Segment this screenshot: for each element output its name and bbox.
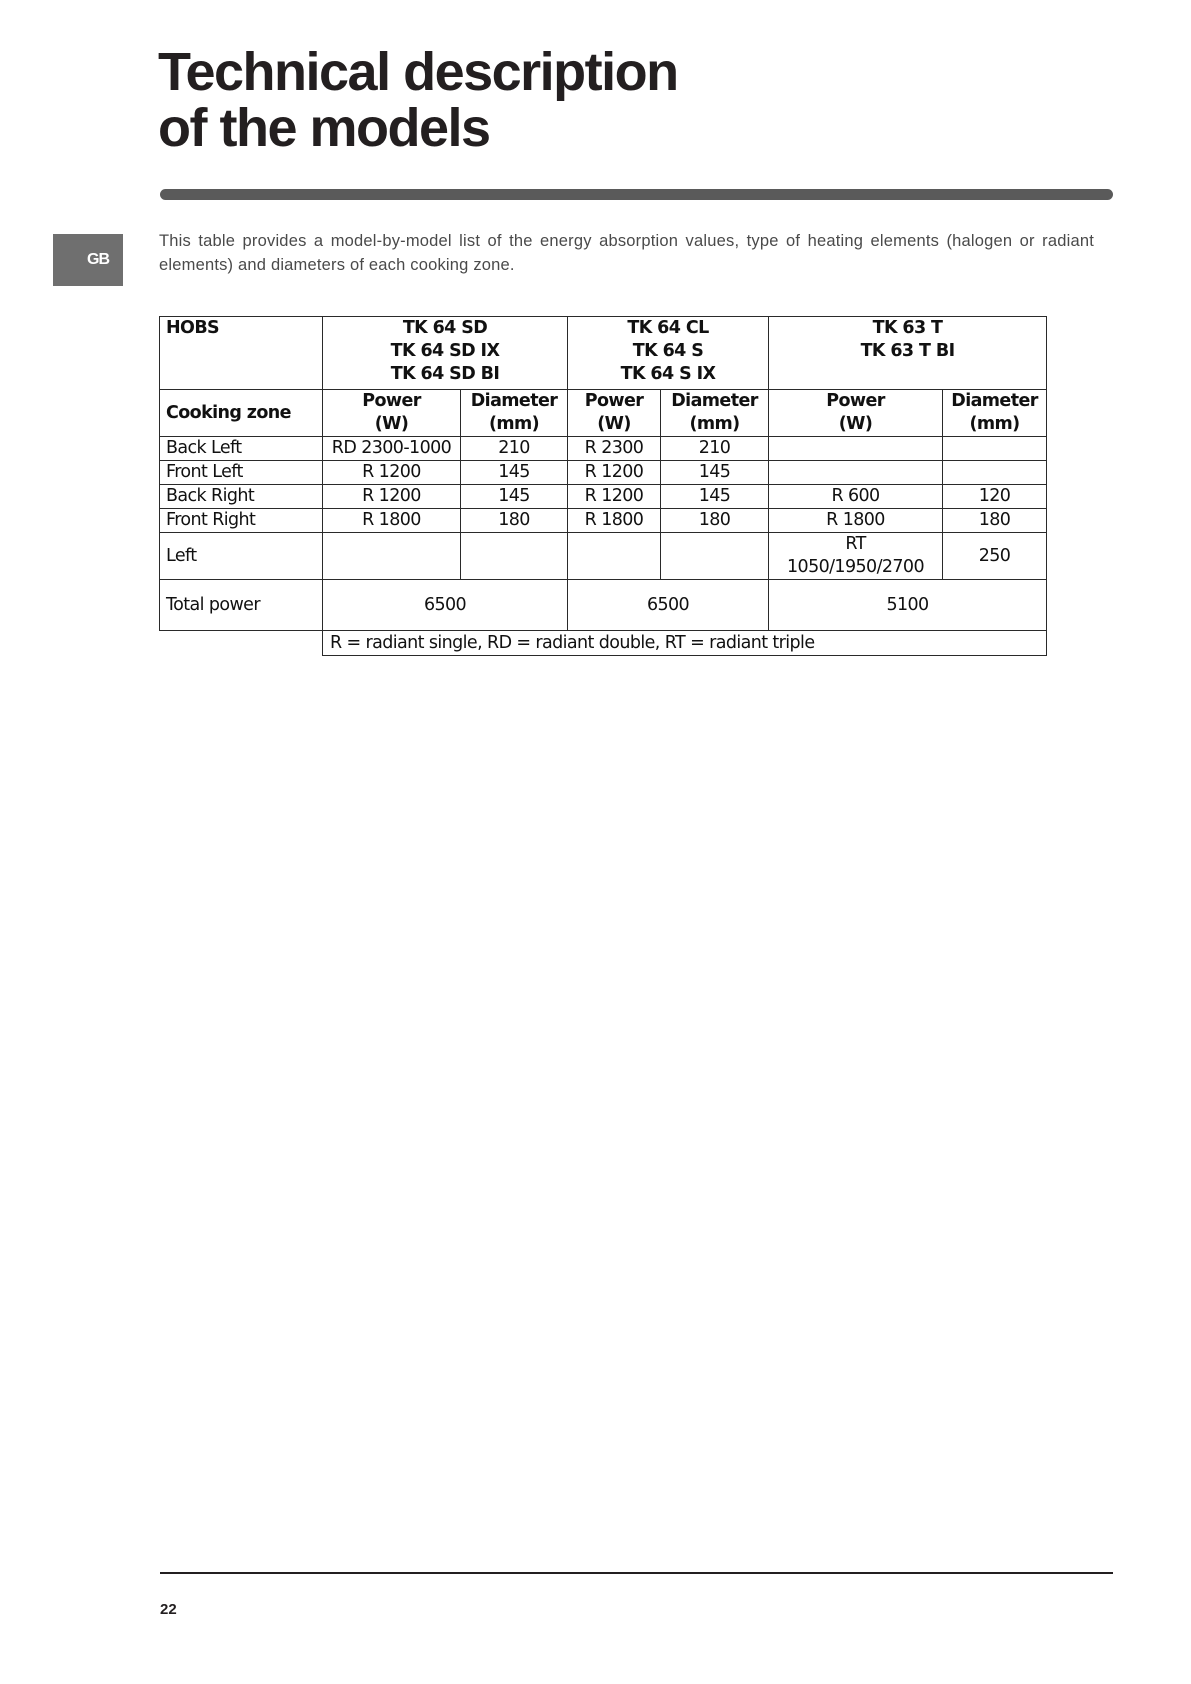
- power-header-label: Power: [826, 391, 885, 411]
- power-header-unit: (W): [597, 414, 631, 434]
- specs-table-container: [159, 316, 1046, 656]
- power-header-label: Power: [362, 391, 421, 411]
- model-group-3: [769, 317, 1047, 390]
- model-name: TK 64 SD IX: [390, 341, 500, 361]
- page-title-line-2: of the models: [158, 98, 490, 158]
- rt-values: 1050/1950/2700: [787, 557, 925, 577]
- table-cell: 180: [461, 509, 568, 533]
- diameter-header-unit: (mm): [488, 414, 540, 434]
- language-tab: GB: [53, 234, 123, 286]
- model-name: TK 64 CL: [627, 318, 709, 338]
- diameter-header-label: Diameter: [470, 391, 558, 411]
- model-group-1: [323, 317, 568, 390]
- intro-paragraph: This table provides a model-by-model list of the energy absorption values, type of heating elements (halogen or radiant elements) and diameters of each cooking zone.: [159, 232, 1094, 274]
- page-title: [158, 44, 678, 156]
- total-power-value: 6500: [568, 580, 769, 631]
- table-cell: [769, 437, 943, 461]
- model-name: TK 64 S: [632, 341, 704, 361]
- legend-spacer: [160, 631, 323, 656]
- table-cell: 180: [943, 509, 1047, 533]
- table-cell: R 1200: [568, 461, 661, 485]
- table-cell: R 1200: [323, 461, 461, 485]
- diameter-header-label: Diameter: [671, 391, 758, 411]
- table-cell: [323, 533, 461, 580]
- table-cell: 145: [661, 461, 769, 485]
- table-cell: RD 2300-1000: [323, 437, 461, 461]
- total-power-label: Total power: [160, 580, 323, 631]
- zone-name: Front Left: [160, 461, 323, 485]
- table-row-front-right: [160, 509, 1047, 533]
- power-header: [769, 390, 943, 437]
- zone-name: Back Right: [160, 485, 323, 509]
- models-header-row: [160, 317, 1047, 390]
- legend-row: [160, 631, 1047, 656]
- table-cell: 145: [461, 485, 568, 509]
- zone-name: Back Left: [160, 437, 323, 461]
- table-cell: 145: [661, 485, 769, 509]
- power-header-unit: (W): [838, 414, 873, 434]
- power-header-label: Power: [584, 391, 644, 411]
- diameter-header: [943, 390, 1047, 437]
- power-header: [323, 390, 461, 437]
- diameter-header: [461, 390, 568, 437]
- power-header-unit: (W): [374, 414, 409, 434]
- table-cell: [769, 461, 943, 485]
- footer-divider: [160, 1572, 1113, 1574]
- page-title-line-1: Technical description: [158, 42, 678, 102]
- table-cell: [943, 461, 1047, 485]
- table-cell: 210: [461, 437, 568, 461]
- table-cell: [661, 533, 769, 580]
- table-cell: 180: [661, 509, 769, 533]
- specs-table: [159, 316, 1047, 656]
- table-cell-rt-power: [769, 533, 943, 580]
- table-cell: R 1800: [568, 509, 661, 533]
- table-cell: 145: [461, 461, 568, 485]
- subheader-row: [160, 390, 1047, 437]
- model-name: TK 64 SD BI: [390, 364, 500, 384]
- table-row-left: [160, 533, 1047, 580]
- model-name: TK 63 T: [872, 318, 943, 338]
- page-number: 22: [160, 1601, 177, 1618]
- zone-name: Front Right: [160, 509, 323, 533]
- table-row-total-power: [160, 580, 1047, 631]
- table-cell: R 600: [769, 485, 943, 509]
- table-cell: R 1200: [568, 485, 661, 509]
- rt-type: RT: [845, 534, 866, 554]
- diameter-header: [661, 390, 769, 437]
- total-power-value: 6500: [323, 580, 568, 631]
- table-cell: R 2300: [568, 437, 661, 461]
- table-row-back-right: [160, 485, 1047, 509]
- model-name: TK 63 T BI: [860, 341, 955, 361]
- model-group-2: [568, 317, 769, 390]
- zone-name: Left: [160, 533, 323, 580]
- table-cell: R 1800: [769, 509, 943, 533]
- table-cell: [568, 533, 661, 580]
- cooking-zone-header: Cooking zone: [160, 390, 323, 437]
- table-cell: 120: [943, 485, 1047, 509]
- table-cell: [461, 533, 568, 580]
- table-cell: 250: [943, 533, 1047, 580]
- diameter-header-label: Diameter: [951, 391, 1038, 411]
- table-cell: R 1200: [323, 485, 461, 509]
- legend-text: R = radiant single, RD = radiant double, RT = radiant triple: [323, 631, 1047, 656]
- diameter-header-unit: (mm): [689, 414, 740, 434]
- model-name: TK 64 SD: [402, 318, 488, 338]
- diameter-header-unit: (mm): [969, 414, 1020, 434]
- table-row-front-left: [160, 461, 1047, 485]
- table-row-back-left: [160, 437, 1047, 461]
- title-divider: [160, 189, 1113, 200]
- model-name: TK 64 S IX: [620, 364, 716, 384]
- hobs-header: HOBS: [160, 317, 323, 390]
- table-cell: R 1800: [323, 509, 461, 533]
- power-header: [568, 390, 661, 437]
- table-cell: [943, 437, 1047, 461]
- table-cell: 210: [661, 437, 769, 461]
- total-power-value: 5100: [769, 580, 1047, 631]
